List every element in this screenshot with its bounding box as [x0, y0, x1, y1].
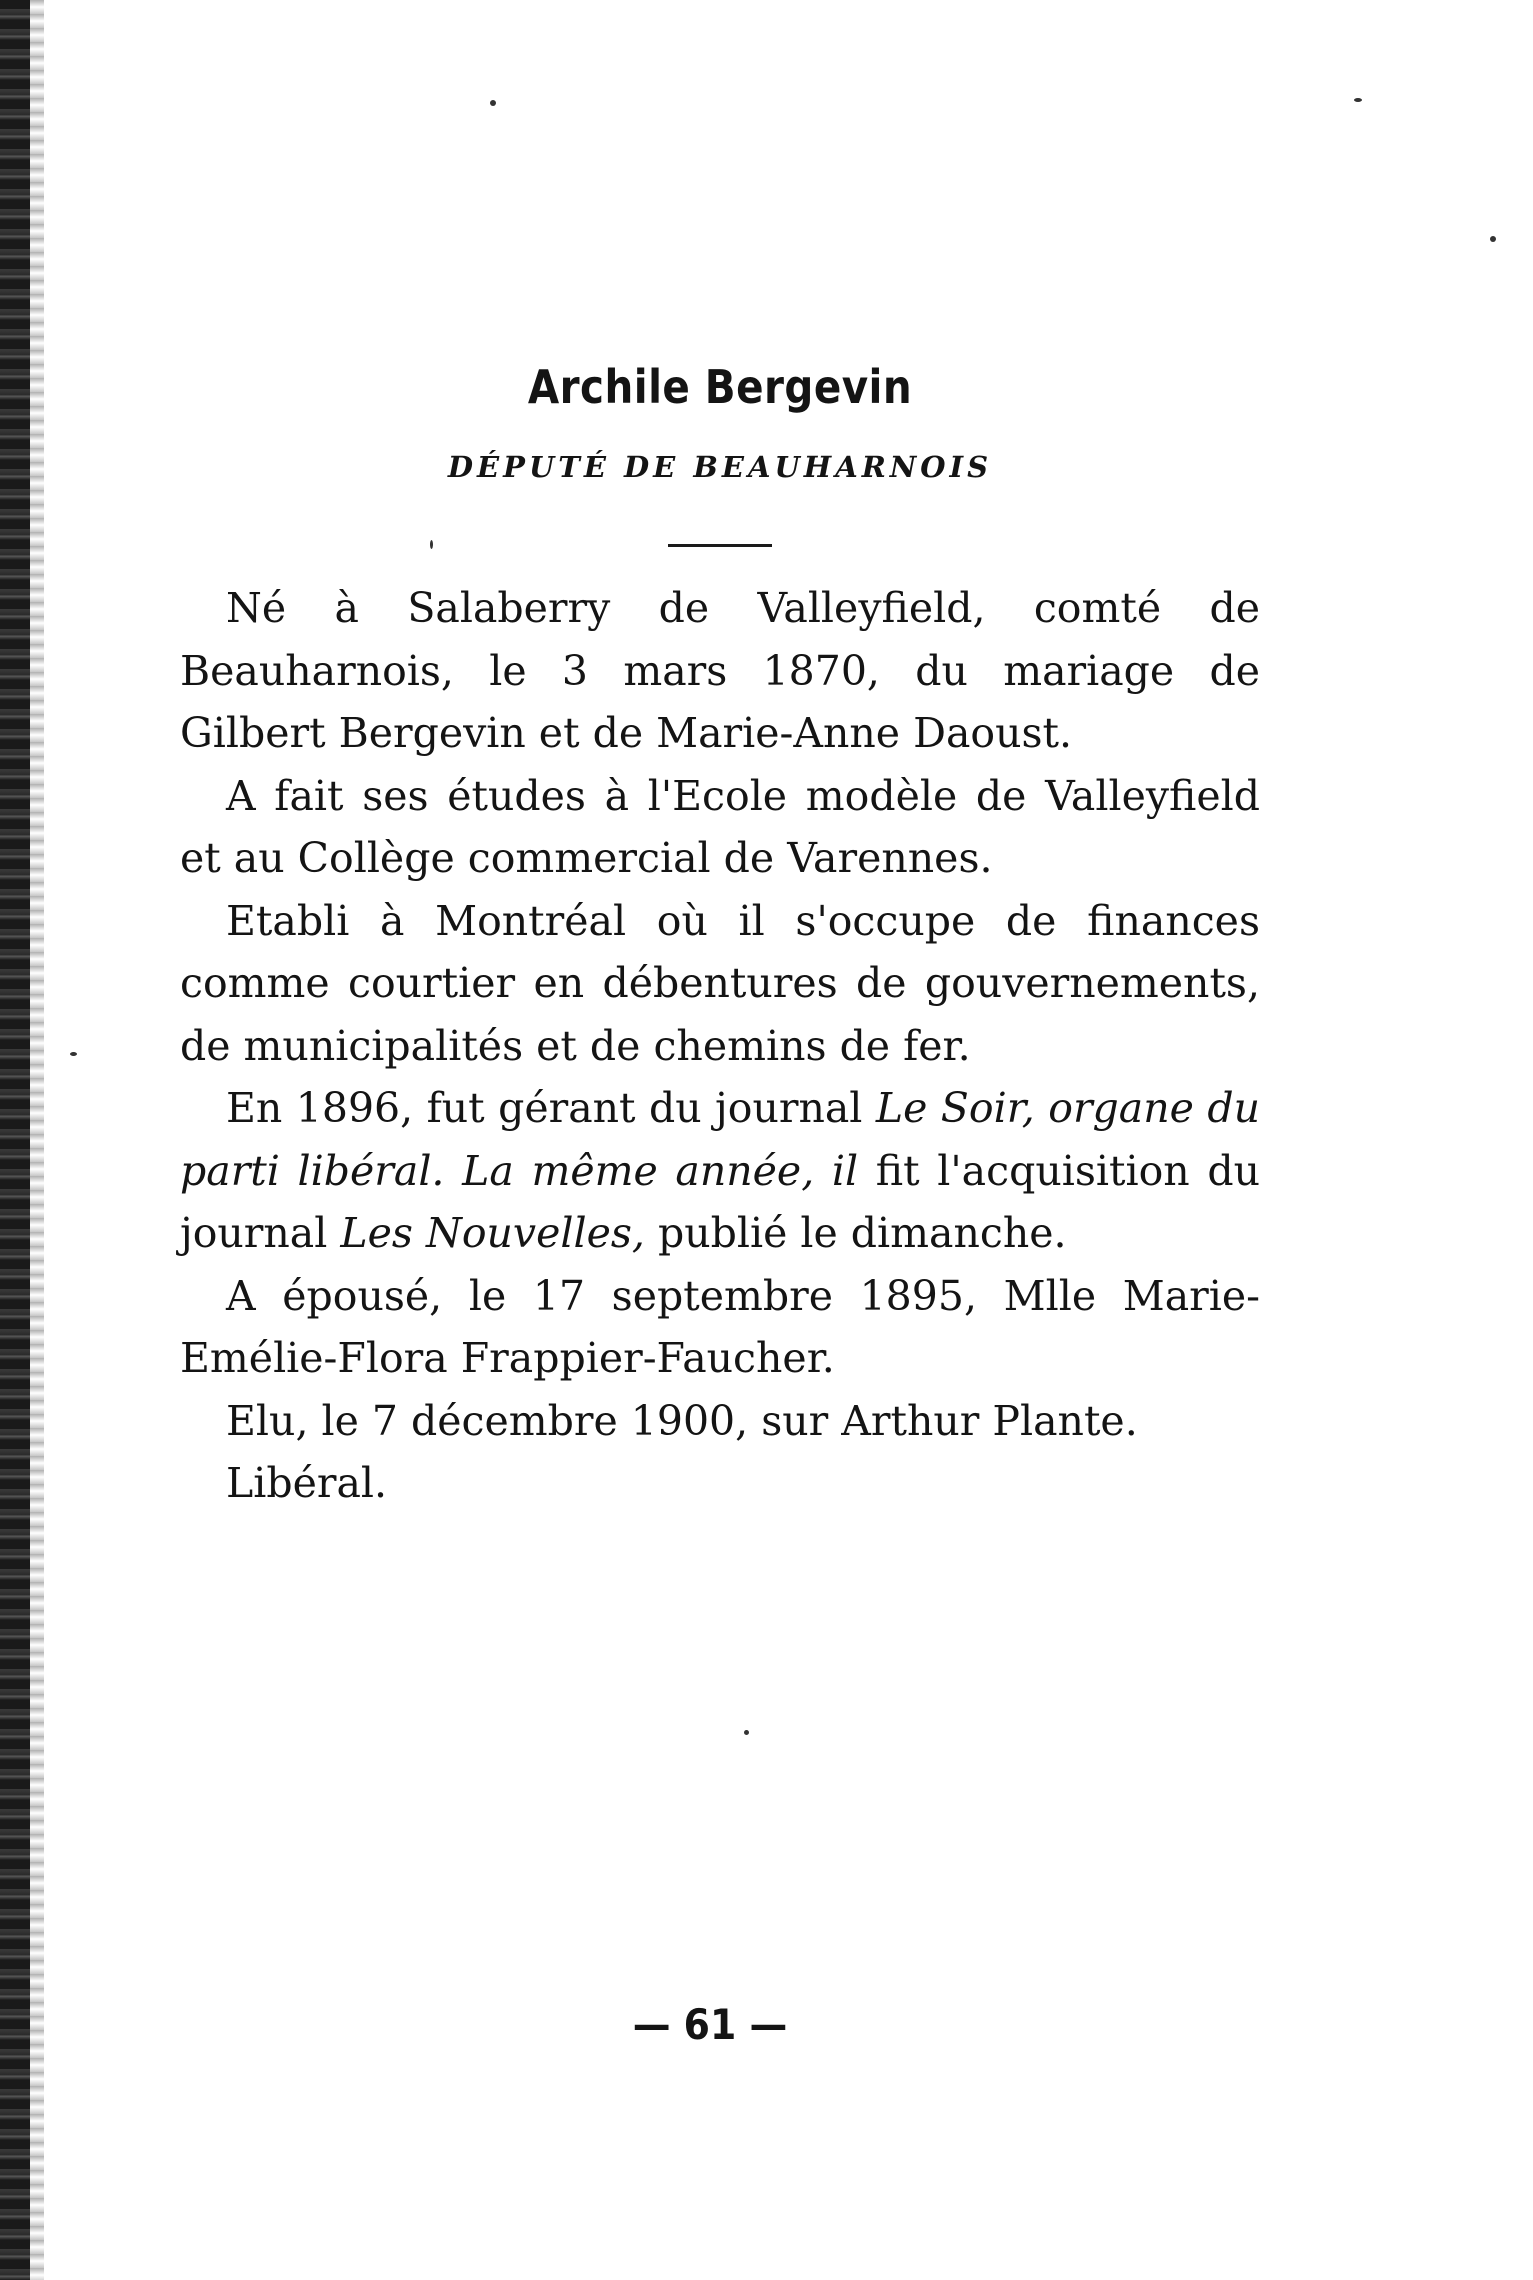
page-subtitle: DÉPUTÉ DE BEAUHARNOIS: [447, 450, 993, 484]
print-speck: [744, 1730, 749, 1735]
biography-text: [180, 577, 1260, 1515]
bio-text-run: publié le dimanche.: [644, 1209, 1067, 1257]
book-binding-edge: [0, 0, 30, 2280]
print-speck: [1490, 236, 1496, 242]
bio-paragraph: [180, 1077, 1260, 1265]
journal-title-le-soir: Le Soir,: [875, 1084, 1035, 1132]
bio-text-run: organe du parti libéral. La même année, il: [180, 1084, 1261, 1195]
journal-title-les-nouvelles: Les Nouvelles,: [340, 1209, 645, 1257]
print-speck: [490, 100, 496, 106]
page-title: Archile Bergevin: [527, 360, 913, 414]
bio-paragraph: Né à Salaberry de Valleyfield, comté de Beauharnois, le 3 mars 1870, du mariage de Gilbert Bergevin et de Marie-Anne Daoust.: [180, 584, 1260, 757]
bio-text-run: En 1896, fut gérant du journal: [226, 1084, 876, 1132]
bio-paragraph: A fait ses études à l'Ecole modèle de Valleyfield et au Collège commercial de Varennes.: [180, 771, 1260, 882]
print-speck: [1354, 98, 1362, 102]
bio-text-run: fit l'acquisition du journal: [180, 1146, 1260, 1257]
bio-paragraph: A épousé, le 17 septembre 1895, Mlle Marie-Emélie-Flora Frappier-Faucher.: [180, 1271, 1260, 1382]
title-separator: [668, 544, 772, 547]
page-number: — 61 —: [632, 2000, 788, 2049]
bio-paragraph: Elu, le 7 décembre 1900, sur Arthur Plante.: [226, 1396, 1138, 1445]
bio-paragraph: Etabli à Montréal où il s'occupe de finances comme courtier en débentures de gouvernements, de municipalités et de chemins de fer.: [180, 896, 1260, 1070]
print-speck: [70, 1052, 77, 1056]
page-content: [180, 360, 1260, 1515]
bio-paragraph: Libéral.: [226, 1459, 388, 1507]
